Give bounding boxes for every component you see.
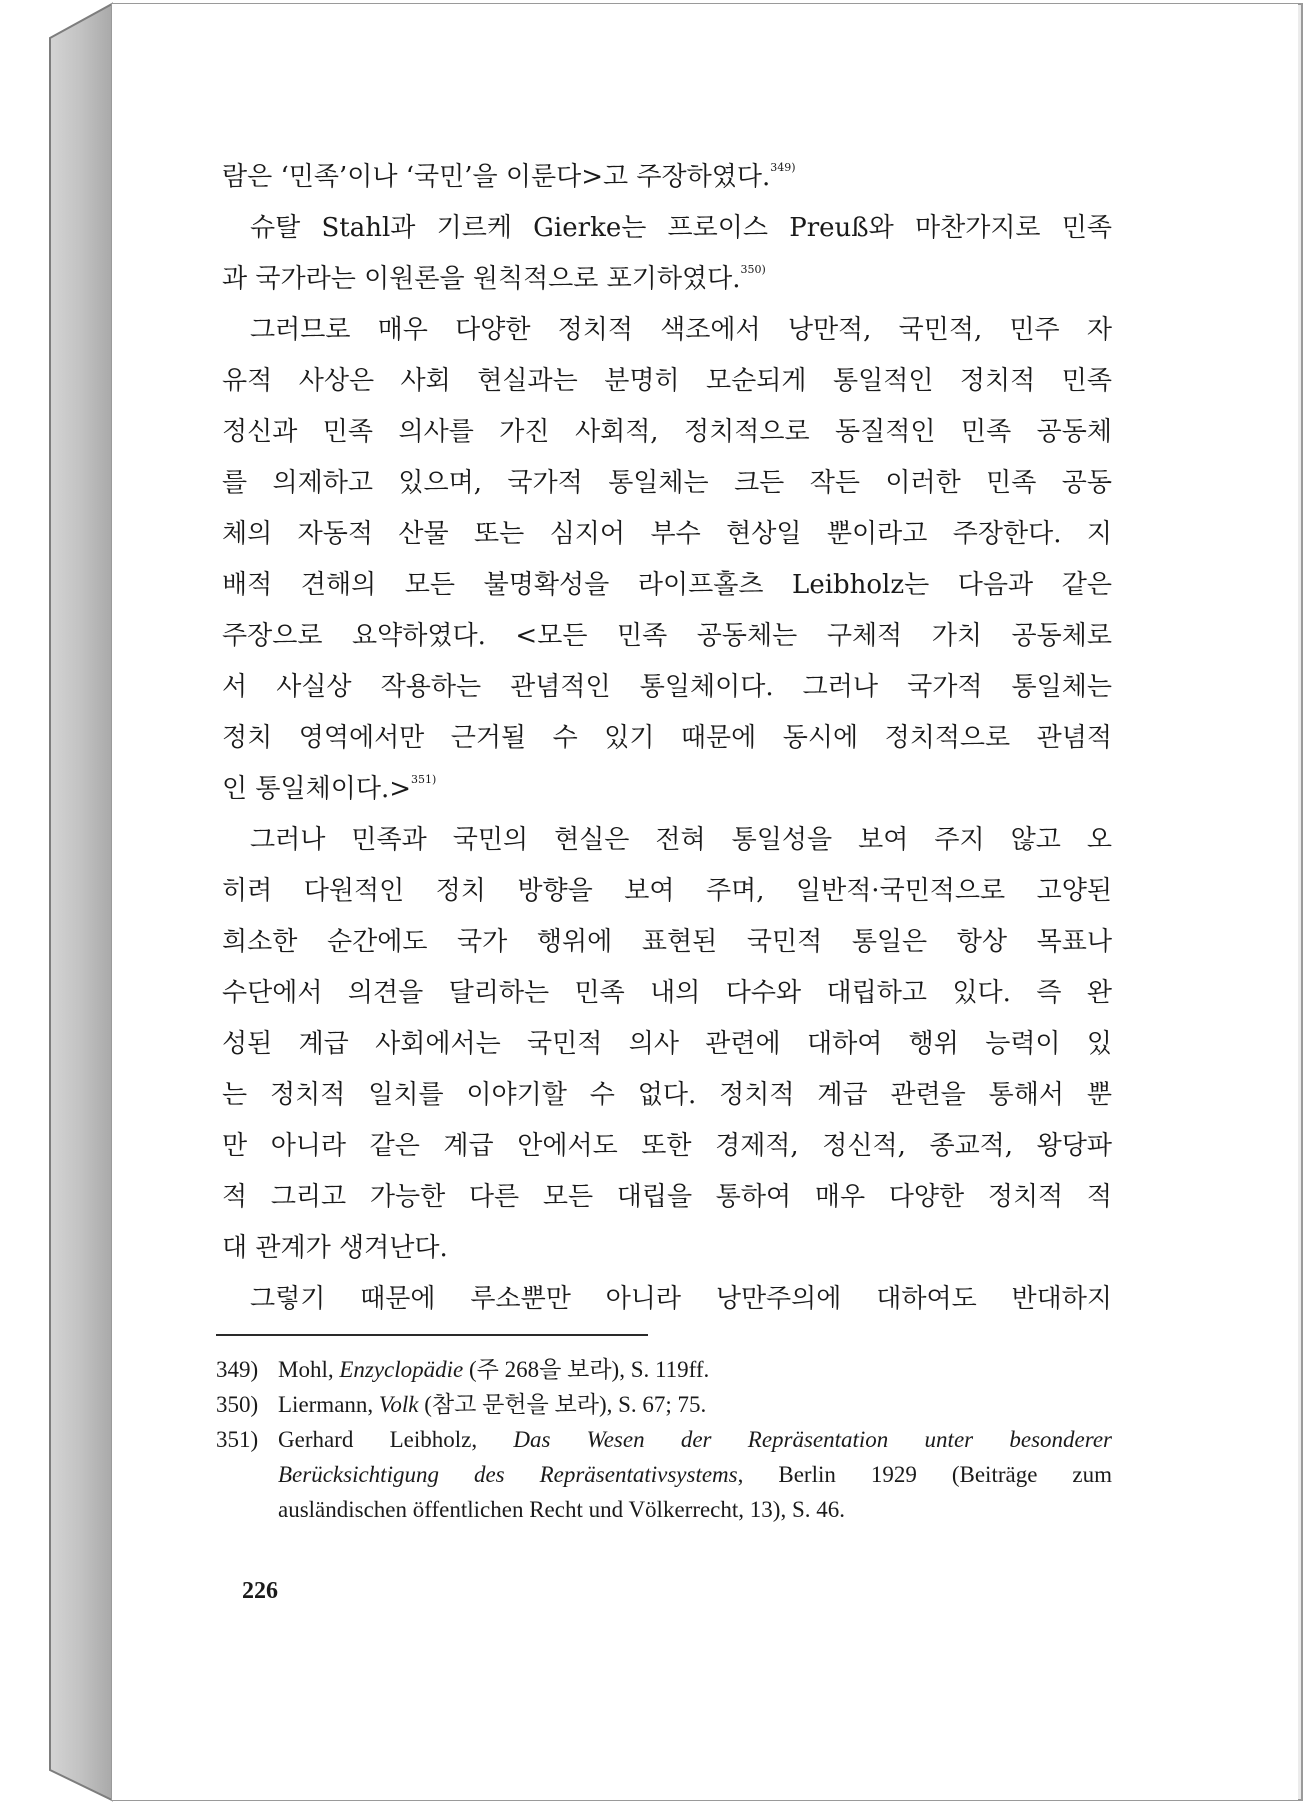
footnote-number: 350) bbox=[216, 1392, 259, 1417]
text-line bbox=[222, 203, 1112, 254]
footnote-text: (참고 문헌을 보라), S. 67; 75. bbox=[418, 1392, 707, 1417]
text-line-content: 정신과 민족 의사를 가진 사회적, 정치적으로 동질적인 민족 공동체 bbox=[222, 417, 1112, 447]
text-line bbox=[222, 1274, 1112, 1325]
text-line bbox=[222, 1019, 1112, 1070]
text-line-content: 주장으로 요약하였다. <모든 민족 공동체는 구체적 가치 공동체로 bbox=[222, 621, 1112, 651]
text-line-content: 인 통일체이다.> bbox=[222, 774, 412, 804]
text-line bbox=[222, 305, 1112, 356]
footnote-item bbox=[216, 1352, 1112, 1387]
text-line bbox=[222, 611, 1112, 662]
footnotes bbox=[216, 1352, 1112, 1527]
text-line-content: 대 관계가 생겨난다. bbox=[222, 1233, 448, 1263]
footnote-title: Enzyclopädie bbox=[339, 1357, 464, 1382]
footnote-reference: 350) bbox=[740, 263, 766, 276]
text-line-content: 만 아니라 같은 계급 안에서도 또한 경제적, 정신적, 종교적, 왕당파 bbox=[222, 1131, 1112, 1161]
text-line-content: 람은 ‘민족’이나 ‘국민’을 이룬다>고 주장하였다. bbox=[222, 162, 771, 192]
footnote-number: 351) bbox=[216, 1427, 259, 1452]
text-line-content: 성된 계급 사회에서는 국민적 의사 관련에 대하여 행위 능력이 있 bbox=[222, 1029, 1112, 1059]
footnote-divider bbox=[216, 1334, 648, 1336]
text-line bbox=[222, 152, 1112, 203]
text-line bbox=[222, 1070, 1112, 1121]
text-line bbox=[222, 968, 1112, 1019]
footnote-reference: 351) bbox=[411, 773, 437, 786]
footnote-text: Mohl, bbox=[278, 1357, 340, 1382]
footnote-title: Das Wesen der Repräsentation unter besonderer bbox=[513, 1427, 1112, 1452]
page-number: 226 bbox=[242, 1578, 278, 1604]
text-line-content: 그러므로 매우 다양한 정치적 색조에서 낭만적, 국민적, 민주 자 bbox=[250, 315, 1112, 345]
text-line-content: 체의 자동적 산물 또는 심지어 부수 현상일 뿐이라고 주장한다. 지 bbox=[222, 519, 1112, 549]
text-line bbox=[222, 560, 1112, 611]
footnote-line bbox=[278, 1422, 1112, 1457]
footnote-title: Volk bbox=[378, 1392, 419, 1417]
footnote-item bbox=[216, 1422, 1112, 1527]
text-line bbox=[222, 1223, 1112, 1274]
footnote-line bbox=[278, 1352, 1112, 1387]
footnote-text: Liermann, bbox=[278, 1392, 379, 1417]
footnote-line bbox=[278, 1387, 1112, 1422]
text-line-content: 정치 영역에서만 근거될 수 있기 때문에 동시에 정치적으로 관념적 bbox=[222, 723, 1112, 753]
text-line-content: 과 국가라는 이원론을 원칙적으로 포기하였다. bbox=[222, 264, 741, 294]
footnote-title: Berücksichtigung des Repräsentativsystems bbox=[278, 1462, 738, 1487]
text-line-content: 수단에서 의견을 달리하는 민족 내의 다수와 대립하고 있다. 즉 완 bbox=[222, 978, 1112, 1008]
text-line bbox=[222, 866, 1112, 917]
text-line-content: 그렇기 때문에 루소뿐만 아니라 낭만주의에 대하여도 반대하지 bbox=[250, 1284, 1112, 1314]
text-line-content: 서 사실상 작용하는 관념적인 통일체이다. 그러나 국가적 통일체는 bbox=[222, 672, 1112, 702]
text-line bbox=[222, 815, 1112, 866]
book-spine bbox=[50, 4, 112, 1800]
text-line bbox=[222, 713, 1112, 764]
text-line bbox=[222, 458, 1112, 509]
footnote-text: Gerhard Leibholz, bbox=[278, 1427, 514, 1452]
text-line-content: 슈탈 Stahl과 기르케 Gierke는 프로이스 Preuß와 마찬가지로 민족 bbox=[250, 213, 1112, 243]
text-line-content: 를 의제하고 있으며, 국가적 통일체는 크든 작든 이러한 민족 공동 bbox=[222, 468, 1112, 498]
footnote-line bbox=[278, 1492, 1112, 1527]
text-line bbox=[222, 254, 1112, 305]
text-line bbox=[222, 1121, 1112, 1172]
text-line bbox=[222, 356, 1112, 407]
text-line bbox=[222, 407, 1112, 458]
footnote-line bbox=[278, 1457, 1112, 1492]
footnote-reference: 349) bbox=[770, 161, 796, 174]
footnote-item bbox=[216, 1387, 1112, 1422]
footnote-text: , Berlin 1929 (Beiträge zum bbox=[737, 1462, 1112, 1487]
text-line-content: 히려 다원적인 정치 방향을 보여 주며, 일반적·국민적으로 고양된 bbox=[222, 876, 1112, 906]
text-line bbox=[222, 1172, 1112, 1223]
text-line-content: 희소한 순간에도 국가 행위에 표현된 국민적 통일은 항상 목표나 bbox=[222, 927, 1112, 957]
text-line bbox=[222, 917, 1112, 968]
text-line-content: 그러나 민족과 국민의 현실은 전혀 통일성을 보여 주지 않고 오 bbox=[250, 825, 1112, 855]
text-line-content: 유적 사상은 사회 현실과는 분명히 모순되게 통일적인 정치적 민족 bbox=[222, 366, 1112, 396]
footnote-text: ausländischen öffentlichen Recht und Völkerrecht, 13), S. 46. bbox=[278, 1497, 845, 1522]
footnote-number: 349) bbox=[216, 1357, 259, 1382]
text-line-content: 적 그리고 가능한 다른 모든 대립을 통하여 매우 다양한 정치적 적 bbox=[222, 1182, 1112, 1212]
text-line bbox=[222, 509, 1112, 560]
footnote-text: (주 268을 보라), S. 119ff. bbox=[463, 1357, 710, 1382]
text-line bbox=[222, 764, 1112, 815]
text-line-content: 배적 견해의 모든 불명확성을 라이프홀츠 Leibholz는 다음과 같은 bbox=[222, 570, 1112, 600]
text-line-content: 는 정치적 일치를 이야기할 수 없다. 정치적 계급 관련을 통해서 뿐 bbox=[222, 1080, 1112, 1110]
text-line bbox=[222, 662, 1112, 713]
body-text bbox=[222, 152, 1112, 1325]
